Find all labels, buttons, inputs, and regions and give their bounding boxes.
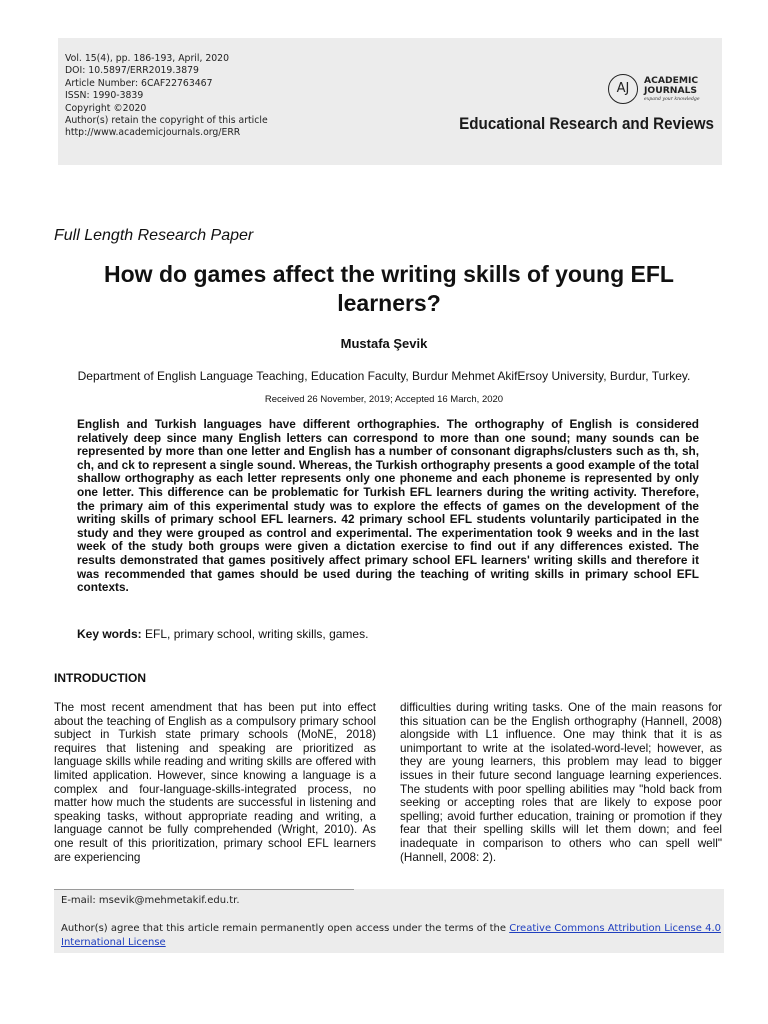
meta-article-number: Article Number: 6CAF22763467 (65, 77, 213, 89)
author-email: E-mail: msevik@mehmetakif.edu.tr. (61, 895, 240, 906)
keywords-label: Key words: (77, 627, 142, 641)
footer-divider (54, 889, 354, 890)
logo-tagline: expand your knowledge (644, 97, 700, 102)
introduction-heading: INTRODUCTION (54, 671, 146, 685)
author-affiliation: Department of English Language Teaching, Education Faculty, Burdur Mehmet AkifErsoy University, Burdur, Turkey. (77, 369, 691, 383)
aj-logo-icon: AJ (608, 74, 638, 104)
introduction-column-right: difficulties during writing tasks. One of the main reasons for this situation can be the English orthography (Hannell, 2008) alongside with L1 influence. One may think that it is as unimportant to write at the isolated-word-level; however, as they are young learners, this problem may lead to bigger issues in their future second language learning experiences. The students with poor spelling abilities may "hold back from seeking or accepting roles that are likely to expose poor spelling; avoid further education, training or promotion if they fear that their spelling skills will let them down; and feel inadequate in comparison to others who can spell well" (Hannell, 2008: 2). (400, 701, 722, 864)
logo-wordmark (644, 76, 698, 96)
meta-issn: ISSN: 1990-3839 (65, 90, 144, 102)
logo-line-academic: ACADEMIC (644, 75, 699, 86)
paper-type: Full Length Research Paper (54, 227, 254, 244)
article-metadata (65, 53, 268, 140)
introduction-column-left: The most recent amendment that has been put into effect about the teaching of English as a compulsory primary school subject in Turkish state primary schools (MoNE, 2018) requires that listening and speaking are prioritized as language skills while reading and writing skills are offered with limited application. However, since knowing a language is a complex and four-language-skills-integrated process, no matter how much the students are successful in listening and speaking tasks, without appropriate reading and writing, a language cannot be fully comprehended (Wright, 2010). As one result of this prioritization, primary school EFL learners are experiencing (54, 701, 376, 864)
meta-copyright: Copyright ©2020 (65, 102, 147, 114)
received-dates: Received 26 November, 2019; Accepted 16 March, 2020 (264, 394, 504, 405)
paper-title: How do games affect the writing skills of young EFL learners? (104, 261, 674, 316)
page-footer (54, 889, 724, 953)
license-notice (61, 922, 721, 950)
license-text: Author(s) agree that this article remain permanently open access under the terms of the (61, 923, 510, 934)
meta-url[interactable]: http://www.academicjournals.org/ERR (65, 127, 241, 139)
meta-author-rights: Author(s) retain the copyright of this article (65, 115, 268, 127)
keywords (77, 627, 699, 641)
academic-journals-logo (608, 74, 718, 108)
license-link[interactable]: Creative Commons Attribution License 4.0 International License (61, 923, 721, 948)
author-name: Mustafa Şevik (340, 336, 428, 351)
keywords-list: EFL, primary school, writing skills, games. (145, 627, 369, 641)
meta-doi: DOI: 10.5897/ERR2019.3879 (65, 65, 199, 77)
meta-volume: Vol. 15(4), pp. 186-193, April, 2020 (65, 53, 230, 64)
abstract: English and Turkish languages have different orthographies. The orthography of English is considered relatively deep since many English letters can correspond to more than one sound; many sounds can be represented by more than one letter and English has a number of consonant digraphs/clusters such as th, sh, ch, and ck to represent a single sound. Whereas, the Turkish orthography presents a good example of the total shallow orthography as each letter represents only one phoneme and each phoneme is represented by only one letter. This difference can be problematic for Turkish EFL learners during the writing activity. Therefore, the primary aim of this experimental study was to explore the effects of games on the development of the writing skills of primary school EFL learners. 42 primary school EFL students voluntarily participated in the study and they were grouped as control and experimental. The experimentation took 9 weeks and in the last week of the study both groups were given a dictation exercise to find out if any differences existed. The results demonstrated that games positively affect primary school EFL learners' writing skills and therefore it was recommended that games should be used during the teaching of writing skills in primary school EFL contexts. (77, 417, 699, 595)
journal-header (58, 38, 722, 165)
logo-line-journals: JOURNALS (644, 85, 698, 96)
journal-name: Educational Research and Reviews (459, 115, 714, 133)
